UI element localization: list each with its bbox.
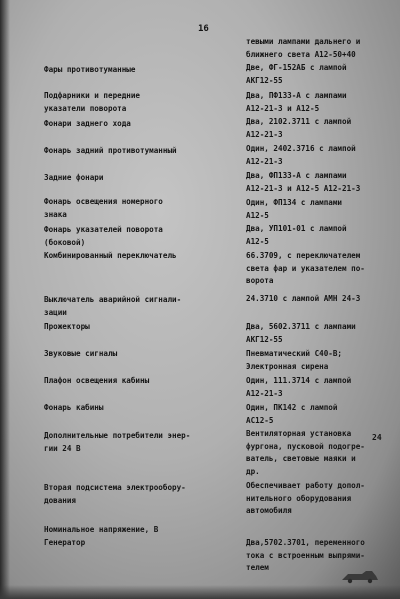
spec-value-line: 66.3709, с переключателем (246, 251, 361, 260)
spec-label (44, 375, 226, 388)
spec-value (246, 62, 396, 87)
spec-value-line: А12-21-3 (246, 156, 283, 166)
spec-label (44, 402, 226, 415)
scan-shadow-bottom (0, 585, 400, 599)
spec-value-line: Один, ФП134 с лампами (246, 198, 343, 207)
spec-label-line: Вторая подсистема электрообору- (44, 483, 186, 492)
spec-value-line: Один, 111.3714 с лампой (246, 376, 352, 385)
spec-value-line: Два, ПФ133-А с лампами (246, 91, 347, 100)
spec-label-line: Фонарь задний противотуманный (44, 146, 177, 155)
spec-label-line: Фонарь кабины (44, 403, 104, 412)
spec-value-line: 24.3710 с лампой АМН 24-3 (246, 294, 361, 303)
spec-value-line: А12-21-3 (246, 388, 283, 398)
spec-label-line: Плафон освещения кабины (44, 376, 150, 385)
spec-value (246, 402, 396, 427)
spec-value-line: А12-21-3 (246, 129, 283, 139)
spec-value (246, 36, 396, 61)
spec-value (246, 250, 396, 288)
spec-label (44, 482, 226, 507)
spec-label-line: Звуковые сигналы (44, 349, 118, 358)
spec-value-line: др. (246, 466, 260, 476)
spec-value (246, 116, 396, 141)
spec-value-line: АКГ12-55 (246, 334, 283, 344)
spec-label-line: Прожекторы (44, 322, 90, 331)
margin-number: 24 (372, 433, 382, 442)
spec-value-line: ворота (246, 276, 274, 286)
spec-label-line: знака (44, 209, 67, 219)
spec-value-line: Один, 2402.3716 с лампой (246, 144, 356, 153)
spec-value-line: А12-21-3 и А12-5 А12-21-3 (246, 183, 361, 193)
spec-value-line: Вентиляторная установка (246, 429, 352, 438)
spec-value (246, 480, 396, 518)
spec-label-line: (боковой) (44, 237, 86, 247)
spec-value-line: тевыми лампами дальнего и (246, 37, 361, 46)
spec-label (44, 64, 226, 77)
spec-value-line: Обеспечивает работу допол- (246, 481, 365, 490)
spec-label (44, 430, 226, 455)
spec-label-line: Фонарь указателей поворота (44, 225, 163, 234)
page-number: 16 (198, 24, 209, 34)
spec-value-line: фургона, пусковой подогре- (246, 441, 365, 451)
scan-shadow-left (0, 0, 10, 599)
spec-value-line: Два, 5602.3711 с лампами (246, 322, 356, 331)
spec-value (246, 375, 396, 400)
spec-value-line: автомобиля (246, 506, 292, 516)
vehicle-stamp-icon (340, 568, 380, 584)
spec-value-line: Электронная сирена (246, 361, 329, 371)
spec-value-line: Два,5702.3701, переменного (246, 538, 365, 547)
spec-label-line: гии 24 В (44, 443, 81, 453)
spec-value (246, 293, 396, 306)
spec-value-line: Две, ФГ-152АБ с лампой (246, 63, 347, 72)
spec-value (246, 197, 396, 222)
spec-label (44, 90, 226, 115)
spec-label (44, 294, 226, 319)
spec-label (44, 250, 226, 263)
spec-value-line: телем (246, 563, 269, 573)
spec-value (246, 90, 396, 115)
spec-label (44, 224, 226, 249)
spec-value-line: ближнего света А12-50+40 (246, 49, 356, 59)
spec-label-line: Дополнительные потребители энер- (44, 431, 191, 440)
spec-value-line: А12-21-3 и А12-5 (246, 103, 320, 113)
spec-value-line: Один, ПК142 с лампой (246, 403, 338, 412)
spec-value-line: света фар и указателем по- (246, 263, 365, 273)
spec-label-line: указатели поворота (44, 103, 127, 113)
spec-value-line: Пневматический С40-В; (246, 349, 343, 358)
spec-value (246, 170, 396, 195)
spec-value-line: нительного оборудования (246, 493, 352, 503)
spec-value-line: А12-5 (246, 210, 269, 220)
spec-value-line: А12-5 (246, 236, 269, 246)
spec-label-line: Выключатель аварийной сигнали- (44, 295, 182, 304)
spec-label-line: Номинальное напряжение, В (44, 525, 159, 534)
spec-value (246, 321, 396, 346)
spec-label (44, 118, 226, 131)
spec-value (246, 223, 396, 248)
spec-value-line: Два, 2102.3711 с лампой (246, 117, 352, 126)
spec-label (44, 172, 226, 185)
spec-value-line: Два, УП101-01 с лампой (246, 224, 347, 233)
spec-value (246, 348, 396, 373)
spec-label-line: Задние фонари (44, 173, 104, 182)
spec-label (44, 196, 226, 221)
spec-label-line: Фонари заднего хода (44, 119, 131, 128)
spec-value-line: АКГ12-55 (246, 75, 283, 85)
spec-value-line: Два, ФП133-А с лампами (246, 171, 347, 180)
spec-label-line: Генератор (44, 537, 86, 547)
spec-value (246, 143, 396, 168)
spec-label (44, 321, 226, 334)
spec-label-line: зации (44, 307, 67, 317)
spec-label (44, 145, 226, 158)
spec-value-line: АС12-5 (246, 415, 274, 425)
spec-value-line: тока с встроенным выпрями- (246, 550, 365, 560)
spec-label-line: Подфарники и передние (44, 91, 141, 100)
spec-label-line: Фонарь освещения номерного (44, 197, 163, 206)
spec-label (44, 348, 226, 361)
spec-label (44, 524, 226, 549)
spec-label-line: дования (44, 495, 77, 505)
spec-value-line: ватель, световые маяки и (246, 454, 356, 464)
spec-label-line: Комбинированный переключатель (44, 251, 177, 260)
spec-label-line: Фары противотуманные (44, 65, 136, 74)
